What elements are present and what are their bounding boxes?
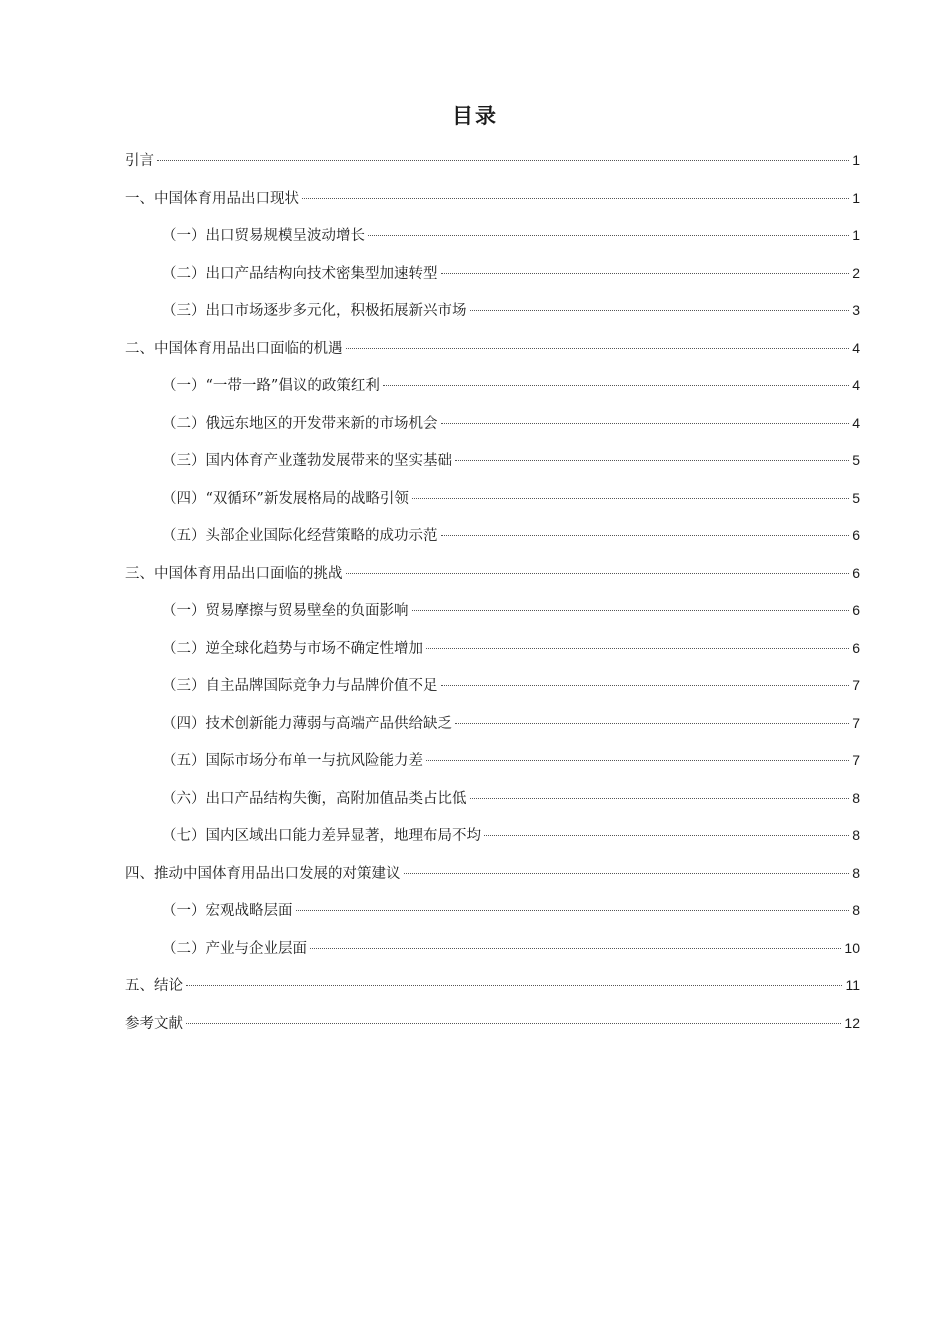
dot-leader (412, 498, 849, 499)
dot-leader (383, 385, 849, 386)
toc-entry-page-number: 12 (844, 1014, 860, 1031)
toc-entry-label: （三）自主品牌国际竞争力与品牌价值不足 (162, 678, 438, 694)
toc-entry-label: （一）“一带一路”倡议的政策红利 (162, 378, 380, 394)
toc-entry[interactable] (125, 225, 860, 263)
toc-entry[interactable] (125, 263, 860, 301)
toc-entry-label: （五）头部企业国际化经营策略的成功示范 (162, 528, 438, 544)
toc-entry-label: （一）宏观战略层面 (162, 903, 293, 919)
toc-entry-page-number: 7 (852, 752, 860, 768)
toc-entry-label: 一、中国体育用品出口现状 (125, 190, 299, 207)
toc-entry[interactable] (125, 825, 860, 863)
dot-leader (404, 873, 850, 874)
toc-entry-page-number: 6 (852, 564, 860, 581)
toc-entry[interactable] (125, 638, 860, 676)
toc-entry-page-number: 5 (852, 452, 860, 468)
toc-entry-label: （二）俄远东地区的开发带来新的市场机会 (162, 415, 438, 432)
toc-entry[interactable] (125, 450, 860, 488)
toc-entry[interactable] (125, 900, 860, 938)
toc-entry-page-number: 1 (852, 189, 860, 206)
toc-entry[interactable] (125, 188, 860, 226)
toc-entry-label: （一）出口贸易规模呈波动增长 (162, 228, 365, 244)
toc-entry-page-number: 4 (852, 339, 860, 356)
toc-entry[interactable] (125, 788, 860, 826)
dot-leader (470, 310, 850, 311)
dot-leader (441, 685, 850, 686)
toc-entry[interactable] (125, 413, 860, 451)
toc-entry[interactable] (125, 525, 860, 563)
toc-entry-page-number: 5 (852, 489, 860, 506)
dot-leader (484, 835, 849, 836)
toc-entry[interactable] (125, 863, 860, 901)
toc-entry-label: （四）“双循环”新发展格局的战略引领 (162, 490, 409, 507)
toc-entry-page-number: 6 (852, 602, 860, 618)
toc-entry-label: 三、中国体育用品出口面临的挑战 (125, 565, 343, 582)
toc-entry[interactable] (125, 600, 860, 638)
dot-leader (426, 760, 849, 761)
toc-entry-label: （三）出口市场逐步多元化，积极拓展新兴市场 (162, 303, 467, 319)
toc-entry[interactable] (125, 938, 860, 976)
toc-entry-label: 二、中国体育用品出口面临的机遇 (125, 340, 343, 357)
toc-entry-label: （三）国内体育产业蓬勃发展带来的坚实基础 (162, 453, 452, 469)
toc-entry[interactable] (125, 713, 860, 751)
dot-leader (310, 948, 841, 949)
dot-leader (346, 573, 850, 574)
dot-leader (455, 460, 849, 461)
toc-entry-label: （六）出口产品结构失衡，高附加值品类占比低 (162, 790, 467, 807)
toc-entry-page-number: 4 (852, 414, 860, 431)
toc-entry[interactable] (125, 675, 860, 713)
toc-entry[interactable] (125, 300, 860, 338)
toc-entry-page-number: 3 (852, 302, 860, 318)
toc-entry-page-number: 10 (844, 939, 860, 956)
toc-entry[interactable] (125, 375, 860, 413)
toc-entry[interactable] (125, 975, 860, 1013)
dot-leader (346, 348, 850, 349)
toc-entry[interactable] (125, 563, 860, 601)
dot-leader (412, 610, 850, 611)
table-of-contents (125, 150, 860, 1050)
toc-entry-page-number: 8 (852, 827, 860, 843)
dot-leader (426, 648, 849, 649)
dot-leader (368, 235, 849, 236)
dot-leader (302, 198, 849, 199)
toc-entry-label: （二）出口产品结构向技术密集型加速转型 (162, 265, 438, 282)
dot-leader (296, 910, 850, 911)
toc-entry-label: 参考文献 (125, 1015, 183, 1032)
toc-entry[interactable] (125, 750, 860, 788)
toc-entry-page-number: 4 (852, 377, 860, 393)
toc-entry-page-number: 1 (852, 152, 860, 168)
dot-leader (157, 160, 849, 161)
toc-entry-label: （二）产业与企业层面 (162, 940, 307, 957)
dot-leader (186, 985, 842, 986)
toc-entry-label: （五）国际市场分布单一与抗风险能力差 (162, 753, 423, 769)
toc-entry-label: （一）贸易摩擦与贸易壁垒的负面影响 (162, 603, 409, 619)
toc-entry-page-number: 7 (852, 714, 860, 731)
toc-entry-page-number: 1 (852, 227, 860, 243)
toc-title: 目录 (452, 104, 498, 128)
dot-leader (470, 798, 850, 799)
toc-entry-label: 五、结论 (125, 978, 183, 994)
dot-leader (455, 723, 849, 724)
toc-entry-label: （七）国内区域出口能力差异显著，地理布局不均 (162, 828, 481, 844)
toc-entry-page-number: 7 (852, 677, 860, 693)
toc-entry-label: 四、推动中国体育用品出口发展的对策建议 (125, 865, 401, 882)
toc-entry-page-number: 6 (852, 527, 860, 543)
toc-entry[interactable] (125, 150, 860, 188)
dot-leader (441, 273, 850, 274)
toc-entry-page-number: 8 (852, 864, 860, 881)
toc-entry-page-number: 8 (852, 902, 860, 918)
toc-entry-page-number: 8 (852, 789, 860, 806)
dot-leader (186, 1023, 841, 1024)
toc-entry-page-number: 6 (852, 639, 860, 656)
toc-entry-label: 引言 (125, 153, 154, 169)
toc-entry[interactable] (125, 488, 860, 526)
toc-entry[interactable] (125, 338, 860, 376)
dot-leader (441, 423, 850, 424)
toc-entry-label: （二）逆全球化趋势与市场不确定性增加 (162, 640, 423, 657)
toc-entry-label: （四）技术创新能力薄弱与高端产品供给缺乏 (162, 715, 452, 732)
toc-entry[interactable] (125, 1013, 860, 1051)
dot-leader (441, 535, 850, 536)
toc-entry-page-number: 11 (845, 977, 860, 993)
toc-entry-page-number: 2 (852, 264, 860, 281)
